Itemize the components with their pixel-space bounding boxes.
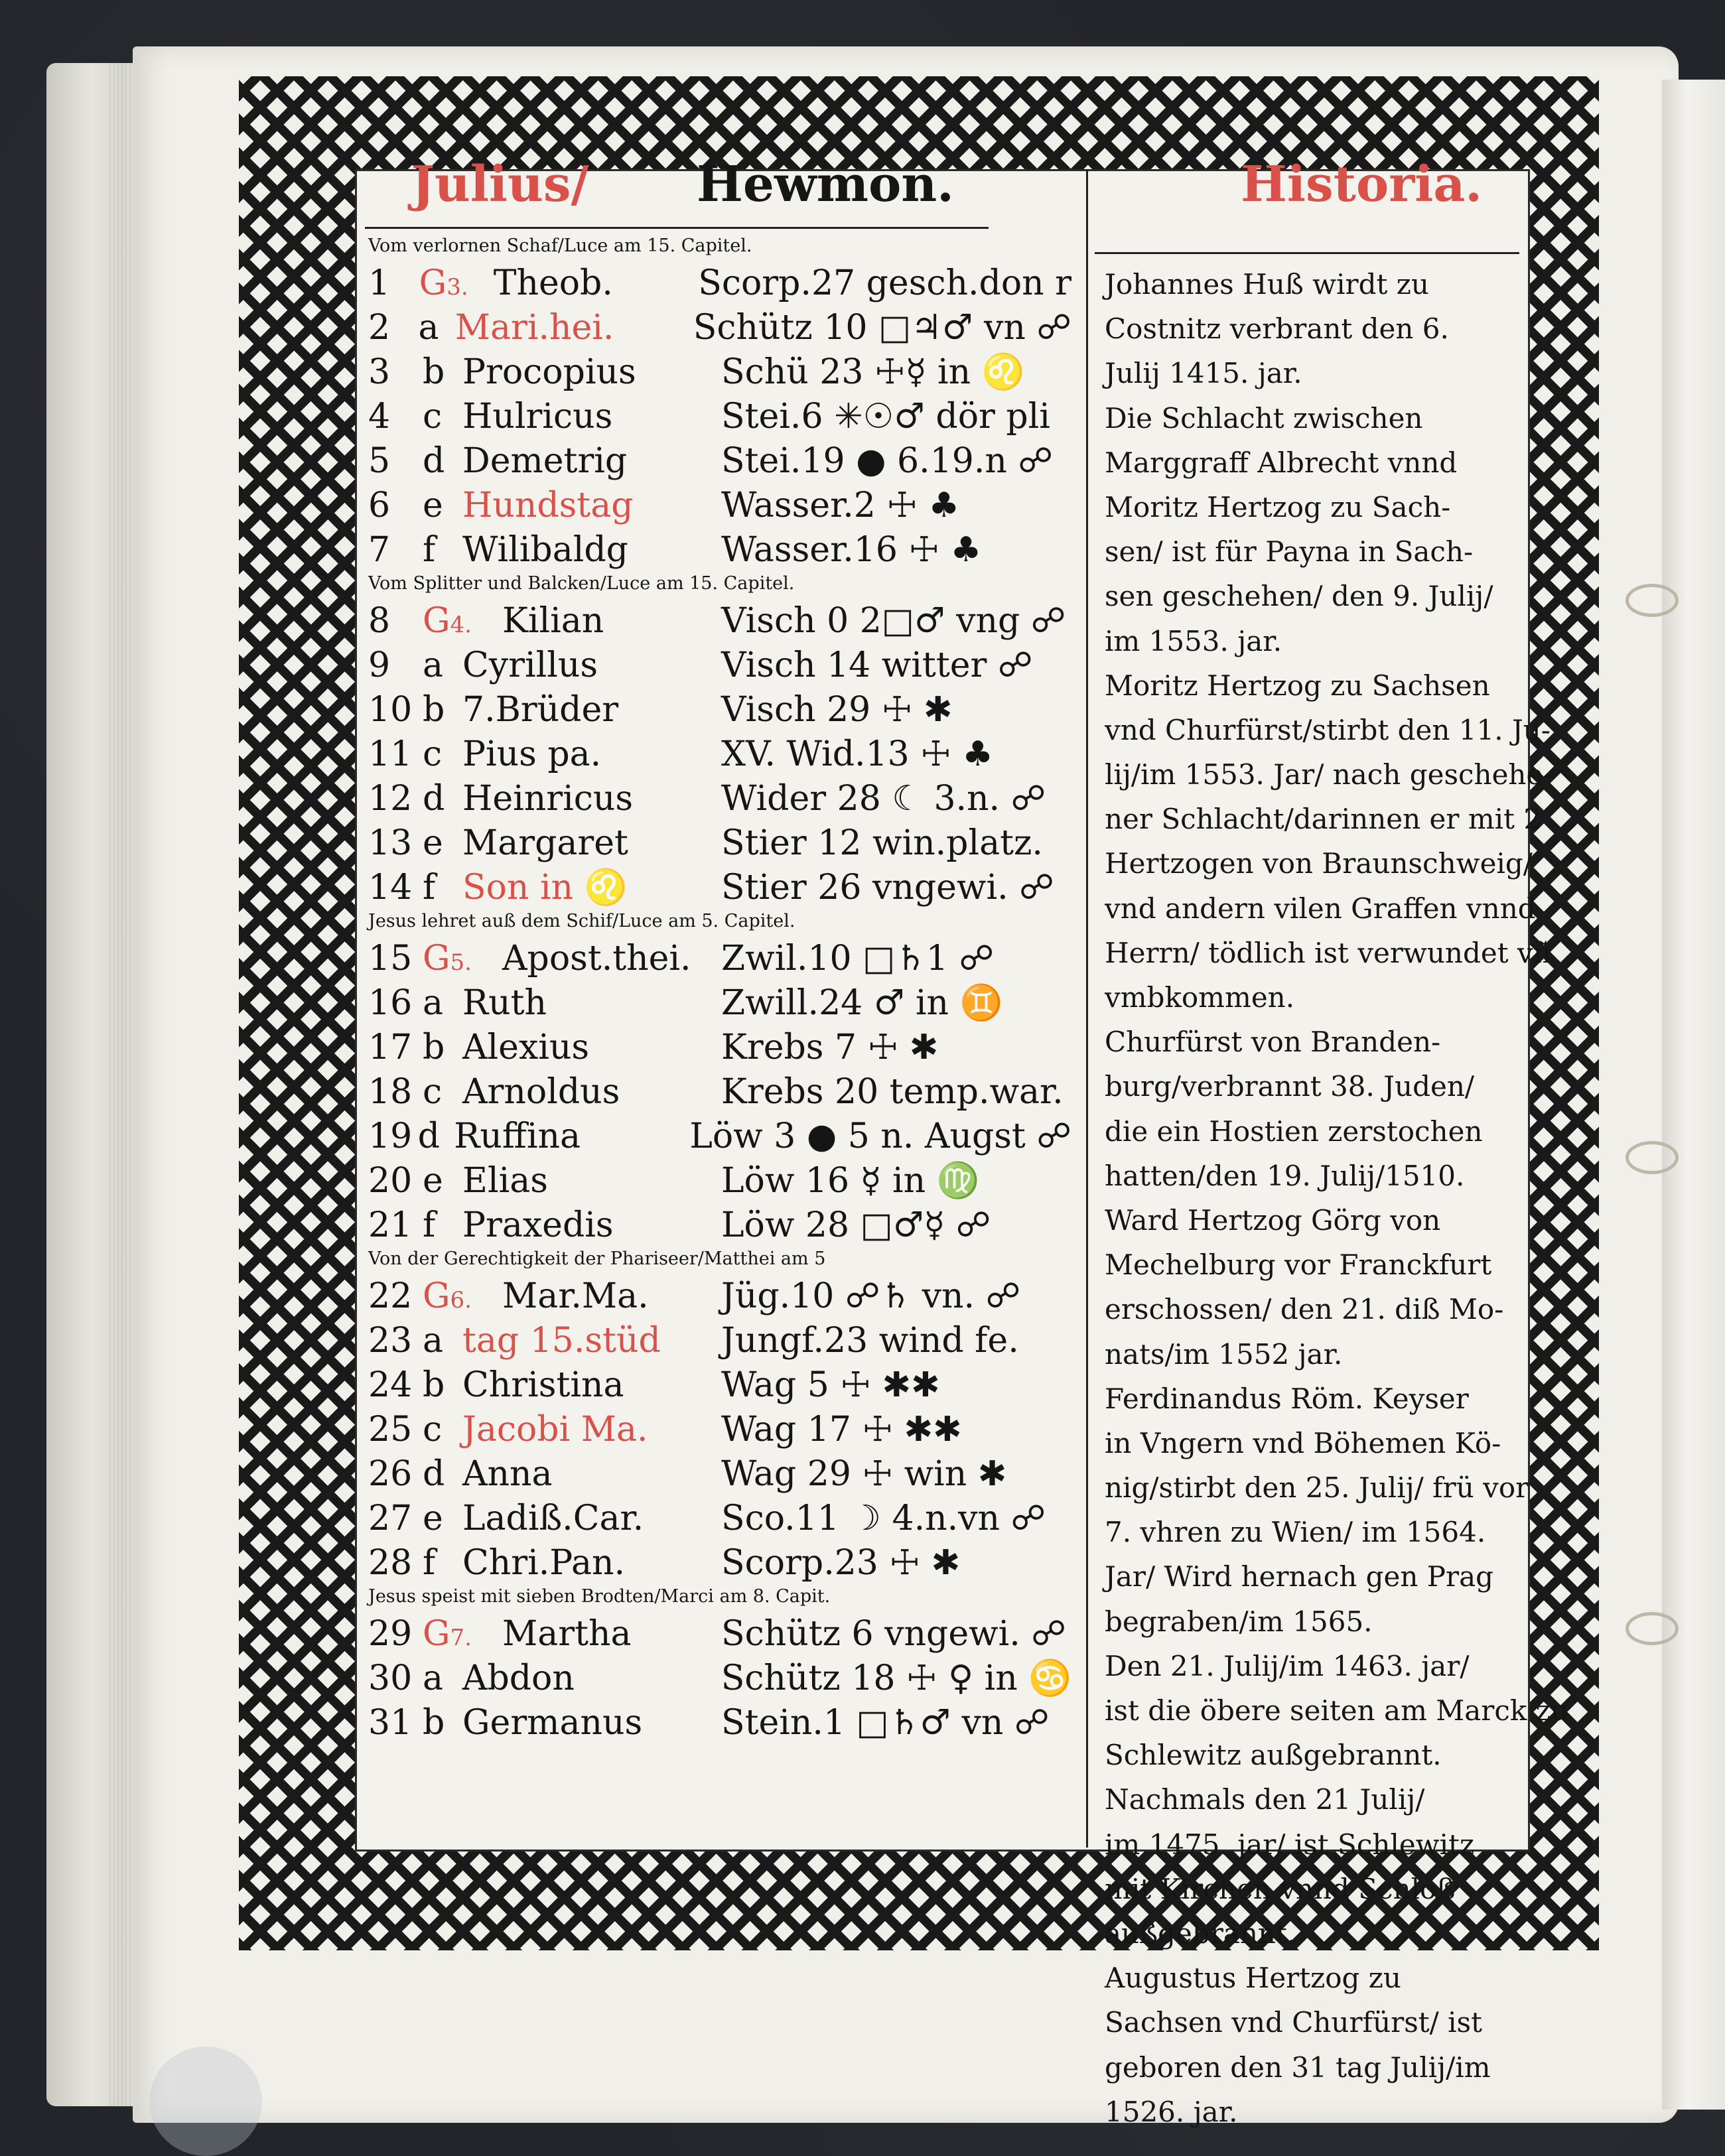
gospel-reading: Jesus lehret auß dem Schif/Luce am 5. Capitel.: [368, 910, 795, 931]
column-divider: [1086, 169, 1088, 1848]
day-number: 8: [368, 601, 391, 641]
day-number: 3: [368, 352, 391, 392]
calendar-day-row: [368, 1272, 1071, 1316]
dominical-letter: [423, 1365, 462, 1405]
day-number: 16: [368, 983, 413, 1023]
saint-name: Christina: [462, 1365, 624, 1405]
dominical-letter: [423, 1703, 462, 1743]
calendar-day-row: [368, 863, 1071, 908]
calendar-day-row: [368, 1405, 1071, 1449]
saint-name: Germanus: [462, 1703, 643, 1743]
dominical-letter: [423, 734, 462, 774]
day-number: 14: [368, 868, 413, 908]
day-number: 4: [368, 397, 391, 437]
saint-name: Margaret: [462, 823, 628, 863]
calendar-day-row: [368, 1067, 1071, 1112]
month-title: Julius/: [411, 156, 589, 213]
dominical-letter-char: b: [423, 1028, 445, 1067]
calendar-day-row: [368, 1538, 1071, 1583]
historia-line: Sachsen vnd Churfürst/ ist: [1105, 2006, 1482, 2039]
dominical-letter: [423, 1205, 462, 1245]
astronomical-entry: Schütz 10 □♃♂ vn ☍: [693, 308, 1071, 348]
day-number: 21: [368, 1205, 413, 1245]
day-number: 18: [368, 1072, 413, 1112]
day-number: 31: [368, 1703, 413, 1743]
dominical-letter-char: e: [423, 1499, 443, 1538]
dominical-letter: [423, 486, 462, 525]
historia-line: Hertzogen von Braunschweig/: [1105, 847, 1533, 880]
day-number: 1: [368, 263, 391, 303]
calendar-day-row: [368, 819, 1071, 863]
astronomical-entry: Scorp.27 gesch.don r: [698, 263, 1072, 303]
dominical-letter-char: a: [418, 308, 439, 348]
day-number: 15: [368, 939, 413, 978]
dominical-letter-char: a: [423, 983, 444, 1023]
historia-line: lij/im 1553. Jar/ nach geschehe-: [1105, 758, 1552, 791]
gospel-reading: Vom verlornen Schaf/Luce am 15. Capitel.: [368, 235, 752, 256]
calendar-day-row: [368, 437, 1071, 481]
day-number: 17: [368, 1028, 413, 1067]
dominical-letter-char: f: [423, 530, 436, 570]
header-rule: [365, 227, 989, 229]
dominical-letter: [423, 1321, 462, 1361]
thumb-shadow: [149, 2047, 262, 2156]
saint-name: Hundstag: [462, 486, 634, 525]
historia-line: hatten/den 19. Julij/1510.: [1105, 1159, 1465, 1192]
historia-line: im 1475. jar/ ist Schlewitz: [1105, 1828, 1475, 1861]
dominical-letter-char: f: [423, 1543, 436, 1583]
astronomical-entry: Zwil.10 □♄1 ☍: [721, 939, 995, 978]
calendar-day-row: [368, 481, 1071, 525]
astronomical-entry: Stein.1 □♄♂ vn ☍: [721, 1703, 1050, 1743]
saint-name: Chri.Pan.: [462, 1543, 625, 1583]
dominical-letter: [423, 645, 462, 685]
day-number: 5: [368, 441, 391, 481]
historia-line: Mechelburg vor Franckfurt: [1105, 1248, 1492, 1282]
calendar-day-row: [368, 1361, 1071, 1405]
astronomical-entry: Löw 28 □♂☿ ☍: [721, 1205, 991, 1245]
saint-name: Hulricus: [462, 397, 613, 437]
dominical-letter-char: b: [423, 1703, 445, 1743]
astronomical-entry: Scorp.23 ☩ ✱: [721, 1543, 961, 1583]
saint-name: Son in ♌: [462, 868, 628, 908]
saint-name: tag 15.stüd: [462, 1321, 661, 1361]
astronomical-entry: Wider 28 ☾ 3.n. ☍: [721, 779, 1046, 819]
gospel-reading: Jesus speist mit sieben Brodten/Marci am 8. Capit.: [368, 1585, 831, 1607]
day-number: 11: [368, 734, 413, 774]
dominical-letter-char: d: [417, 1116, 440, 1156]
dominical-letter: [423, 939, 502, 978]
historia-line: nig/stirbt den 25. Julij/ frü vor: [1105, 1471, 1529, 1505]
calendar-column: [368, 232, 1071, 1743]
saint-name: Abdon: [462, 1658, 575, 1698]
historia-line: vnd andern vilen Graffen vnnd: [1105, 892, 1536, 925]
day-number: 26: [368, 1454, 413, 1494]
dominical-letter: [419, 308, 455, 348]
day-number: 13: [368, 823, 413, 863]
astronomical-entry: Schü 23 ☩☿ in ♌: [721, 352, 1025, 392]
astronomical-entry: Wag 5 ☩ ✱✱: [721, 1365, 940, 1405]
day-number: 30: [368, 1658, 413, 1698]
calendar-day-row: [368, 525, 1071, 570]
calendar-day-row: [368, 392, 1071, 437]
month-name: Hewmon.: [697, 156, 954, 213]
dominical-letter: [419, 263, 494, 303]
dominical-letter: [423, 441, 462, 481]
saint-name: Ladiß.Car.: [462, 1499, 644, 1538]
calendar-day-row: [368, 348, 1071, 392]
dominical-letter-char: a: [423, 645, 444, 685]
dominical-letter: [423, 1543, 462, 1583]
dominical-letter: [423, 530, 462, 570]
astronomical-entry: XV. Wid.13 ☩ ♣: [721, 734, 993, 774]
sunday-number: 5.: [450, 949, 472, 976]
calendar-day-row: [368, 1654, 1071, 1698]
dominical-letter-char: c: [423, 1410, 443, 1449]
saint-name: Heinricus: [462, 779, 634, 819]
dominical-letter-char: G: [423, 1276, 450, 1316]
saint-name: Arnoldus: [462, 1072, 620, 1112]
historia-line: Nachmals den 21 Julij/: [1105, 1783, 1425, 1816]
dominical-letter-char: c: [423, 734, 443, 774]
dominical-letter-char: e: [423, 1161, 443, 1201]
dominical-letter-char: b: [423, 690, 445, 730]
astronomical-entry: Stier 12 win.platz.: [721, 823, 1043, 863]
historia-line: außgebrannt.: [1105, 1917, 1296, 1950]
historia-line: burg/verbrannt 38. Juden/: [1105, 1070, 1475, 1103]
day-number: 2: [368, 308, 391, 348]
day-number: 22: [368, 1276, 413, 1316]
dominical-letter: [423, 1499, 462, 1538]
historia-line: Jar/ Wird hernach gen Prag: [1105, 1560, 1494, 1593]
dominical-letter: [423, 1028, 462, 1067]
astronomical-entry: Visch 14 witter ☍: [721, 645, 1033, 685]
historia-line: Die Schlacht zwischen: [1105, 401, 1423, 435]
historia-line: vmbkommen.: [1105, 981, 1295, 1014]
day-number: 25: [368, 1410, 413, 1449]
binding-stitch: [1625, 584, 1679, 617]
saint-name: Theob.: [493, 263, 613, 303]
calendar-day-row: [368, 259, 1071, 303]
historia-line: Moritz Hertzog zu Sachsen: [1105, 669, 1490, 702]
dominical-letter: [423, 1072, 462, 1112]
astronomical-entry: Wag 29 ☩ win ✱: [721, 1454, 1007, 1494]
day-number: 10: [368, 690, 413, 730]
dominical-letter-char: c: [423, 397, 443, 437]
calendar-day-row: [368, 730, 1071, 774]
calendar-day-row: [368, 1698, 1071, 1743]
astronomical-entry: Visch 29 ☩ ✱: [721, 690, 953, 730]
dominical-letter-char: b: [423, 1365, 445, 1405]
historia-line: mit Kirchen vnnd Schloß: [1105, 1872, 1456, 1905]
saint-name: Ruth: [462, 983, 547, 1023]
astronomical-entry: Löw 16 ☿ in ♍: [721, 1161, 980, 1201]
dominical-letter-char: c: [423, 1072, 443, 1112]
saint-name: Ruffina: [454, 1116, 581, 1156]
historia-line: Den 21. Julij/im 1463. jar/: [1105, 1649, 1470, 1682]
historia-line: begraben/im 1565.: [1105, 1605, 1373, 1638]
historia-line: geboren den 31 tag Julij/im: [1105, 2051, 1491, 2084]
historia-line: in Vngern vnd Böhemen Kö-: [1105, 1426, 1501, 1459]
astronomical-entry: Wasser.2 ☩ ♣: [721, 486, 960, 525]
calendar-day-row: [368, 1494, 1071, 1538]
saint-name: Apost.thei.: [502, 939, 691, 978]
day-number: 28: [368, 1543, 413, 1583]
dominical-letter-char: a: [423, 1321, 444, 1361]
dominical-letter: [423, 779, 462, 819]
historia-line: im 1553. jar.: [1105, 624, 1282, 657]
astronomical-entry: Visch 0 2□♂ vng ☍: [721, 601, 1066, 641]
saint-name: Pius pa.: [462, 734, 602, 774]
historia-line: Moritz Hertzog zu Sach-: [1105, 490, 1451, 523]
astronomical-entry: Sco.11 ☽ 4.n.vn ☍: [721, 1499, 1046, 1538]
historia-line: nats/im 1552 jar.: [1105, 1337, 1343, 1371]
calendar-day-row: [368, 596, 1071, 641]
historia-line: ist die öbere seiten am Marck zu: [1105, 1694, 1568, 1727]
historia-title: Historia.: [1241, 156, 1483, 213]
saint-name: Anna: [462, 1454, 553, 1494]
astronomical-entry: Jungf.23 wind fe.: [721, 1321, 1019, 1361]
astronomical-entry: Wag 17 ☩ ✱✱: [721, 1410, 962, 1449]
astronomical-entry: Schütz 18 ☩ ♀ in ♋: [721, 1658, 1072, 1698]
astronomical-entry: Stier 26 vngewi. ☍: [721, 868, 1054, 908]
saint-name: 7.Brüder: [462, 690, 619, 730]
astronomical-entry: Stei.6 ✳☉♂ dör pli: [721, 397, 1050, 437]
saint-name: Procopius: [462, 352, 636, 392]
dominical-letter: [423, 1658, 462, 1698]
binding-stitch: [1625, 1612, 1679, 1645]
astronomical-entry: Zwill.24 ♂ in ♊: [721, 983, 1003, 1023]
calendar-day-row: [368, 774, 1071, 819]
calendar-day-row: [368, 1201, 1071, 1245]
saint-name: Jacobi Ma.: [462, 1410, 648, 1449]
astronomical-entry: Krebs 7 ☩ ✱: [721, 1028, 939, 1067]
dominical-letter-char: d: [423, 1454, 445, 1494]
astronomical-entry: Stei.19 ● 6.19.n ☍: [721, 441, 1054, 481]
calendar-day-row: [368, 1156, 1071, 1201]
sunday-number: 3.: [447, 274, 468, 301]
saint-name: Elias: [462, 1161, 548, 1201]
gospel-reading: Von der Gerechtigkeit der Phariseer/Matthei am 5: [368, 1248, 826, 1269]
historia-line: die ein Hostien zerstochen: [1105, 1114, 1483, 1148]
saint-name: Demetrig: [462, 441, 628, 481]
dominical-letter-char: d: [423, 441, 445, 481]
dominical-letter: [423, 868, 462, 908]
saint-name: Wilibaldg: [462, 530, 628, 570]
dominical-letter-char: e: [423, 486, 443, 525]
historia-line: 1526. jar.: [1105, 2095, 1238, 2128]
day-number: 12: [368, 779, 413, 819]
historia-line: Ferdinandus Röm. Keyser: [1105, 1382, 1469, 1415]
dominical-letter-char: f: [423, 1205, 436, 1245]
day-number: 29: [368, 1614, 413, 1654]
historia-line: 7. vhren zu Wien/ im 1564.: [1105, 1516, 1486, 1549]
historia-line: sen geschehen/ den 9. Julij/: [1105, 580, 1493, 613]
historia-line: Costnitz verbrant den 6.: [1105, 312, 1449, 346]
saint-name: Martha: [502, 1614, 632, 1654]
saint-name: Alexius: [462, 1028, 590, 1067]
dominical-letter-char: G: [423, 1614, 450, 1654]
historia-line: Churfürst von Branden-: [1105, 1026, 1441, 1059]
historia-line: Johannes Huß wirdt zu: [1105, 268, 1429, 301]
dominical-letter-char: e: [423, 823, 443, 863]
dominical-letter: [423, 690, 462, 730]
day-number: 23: [368, 1321, 413, 1361]
dominical-letter-char: d: [423, 779, 445, 819]
day-number: 20: [368, 1161, 413, 1201]
dominical-letter: [423, 397, 462, 437]
saint-name: Cyrillus: [462, 645, 598, 685]
dominical-letter: [423, 1410, 462, 1449]
historia-line: Schlewitz außgebrannt.: [1105, 1739, 1442, 1772]
sunday-number: 4.: [450, 612, 472, 638]
dominical-letter: [418, 1116, 454, 1156]
astronomical-entry: Schütz 6 vngewi. ☍: [721, 1614, 1066, 1654]
astronomical-entry: Krebs 20 temp.war.: [721, 1072, 1064, 1112]
day-number: 9: [368, 645, 391, 685]
dominical-letter: [423, 823, 462, 863]
day-number: 19: [368, 1116, 413, 1156]
day-number: 7: [368, 530, 391, 570]
historia-line: vnd Churfürst/stirbt den 11. Ju-: [1105, 713, 1551, 746]
historia-line: Herrn/ tödlich ist verwundet vñ: [1105, 936, 1551, 969]
page-edge-right: [1662, 80, 1725, 2110]
historia-line: Augustus Hertzog zu: [1105, 1962, 1401, 1995]
dominical-letter-char: b: [423, 352, 445, 392]
header-rule-right: [1095, 252, 1519, 254]
astronomical-entry: Wasser.16 ☩ ♣: [721, 530, 982, 570]
calendar-day-row: [368, 303, 1071, 348]
dominical-letter: [423, 983, 462, 1023]
day-number: 6: [368, 486, 391, 525]
calendar-day-row: [368, 934, 1071, 978]
historia-line: Ward Hertzog Görg von: [1105, 1203, 1441, 1237]
historia-line: ner Schlacht/darinnen er mit 2: [1105, 803, 1542, 836]
dominical-letter: [423, 352, 462, 392]
day-number: 27: [368, 1499, 413, 1538]
dominical-letter: [423, 1161, 462, 1201]
saint-name: Mar.Ma.: [502, 1276, 649, 1316]
dominical-letter: [423, 1614, 502, 1654]
dominical-letter-char: a: [422, 1658, 443, 1698]
saint-name: Kilian: [502, 601, 604, 641]
calendar-day-row: [368, 1023, 1071, 1067]
dominical-letter-char: G: [423, 601, 450, 641]
astronomical-entry: Jüg.10 ☍♄ vn. ☍: [721, 1276, 1021, 1316]
saint-name: Mari.hei.: [454, 308, 614, 348]
dominical-letter-char: G: [423, 939, 450, 978]
calendar-day-row: [368, 1609, 1071, 1654]
day-number: 24: [368, 1365, 413, 1405]
calendar-day-row: [368, 1316, 1071, 1361]
dominical-letter: [423, 601, 502, 641]
historia-line: erschossen/ den 21. diß Mo-: [1105, 1293, 1504, 1326]
dominical-letter: [423, 1454, 462, 1494]
calendar-day-row: [368, 978, 1071, 1023]
calendar-day-row: [368, 1449, 1071, 1494]
historia-line: sen/ ist für Payna in Sach-: [1105, 535, 1474, 569]
gospel-reading: Vom Splitter und Balcken/Luce am 15. Capitel.: [368, 573, 795, 594]
dominical-letter-char: f: [423, 868, 436, 908]
historia-line: Julij 1415. jar.: [1105, 357, 1302, 390]
calendar-day-row: [368, 685, 1071, 730]
calendar-day-row: [368, 641, 1071, 685]
saint-name: Praxedis: [462, 1205, 614, 1245]
historia-line: Marggraff Albrecht vnnd: [1105, 446, 1458, 479]
sunday-number: 7.: [450, 1625, 472, 1651]
dominical-letter: [423, 1276, 502, 1316]
calendar-day-row: [368, 1112, 1071, 1156]
astronomical-entry: Löw 3 ● 5 n. Augst ☍: [689, 1116, 1071, 1156]
sunday-number: 6.: [450, 1287, 472, 1314]
historia-column: [1105, 262, 1568, 2134]
dominical-letter-char: G: [419, 263, 447, 303]
binding-stitch: [1625, 1141, 1679, 1174]
